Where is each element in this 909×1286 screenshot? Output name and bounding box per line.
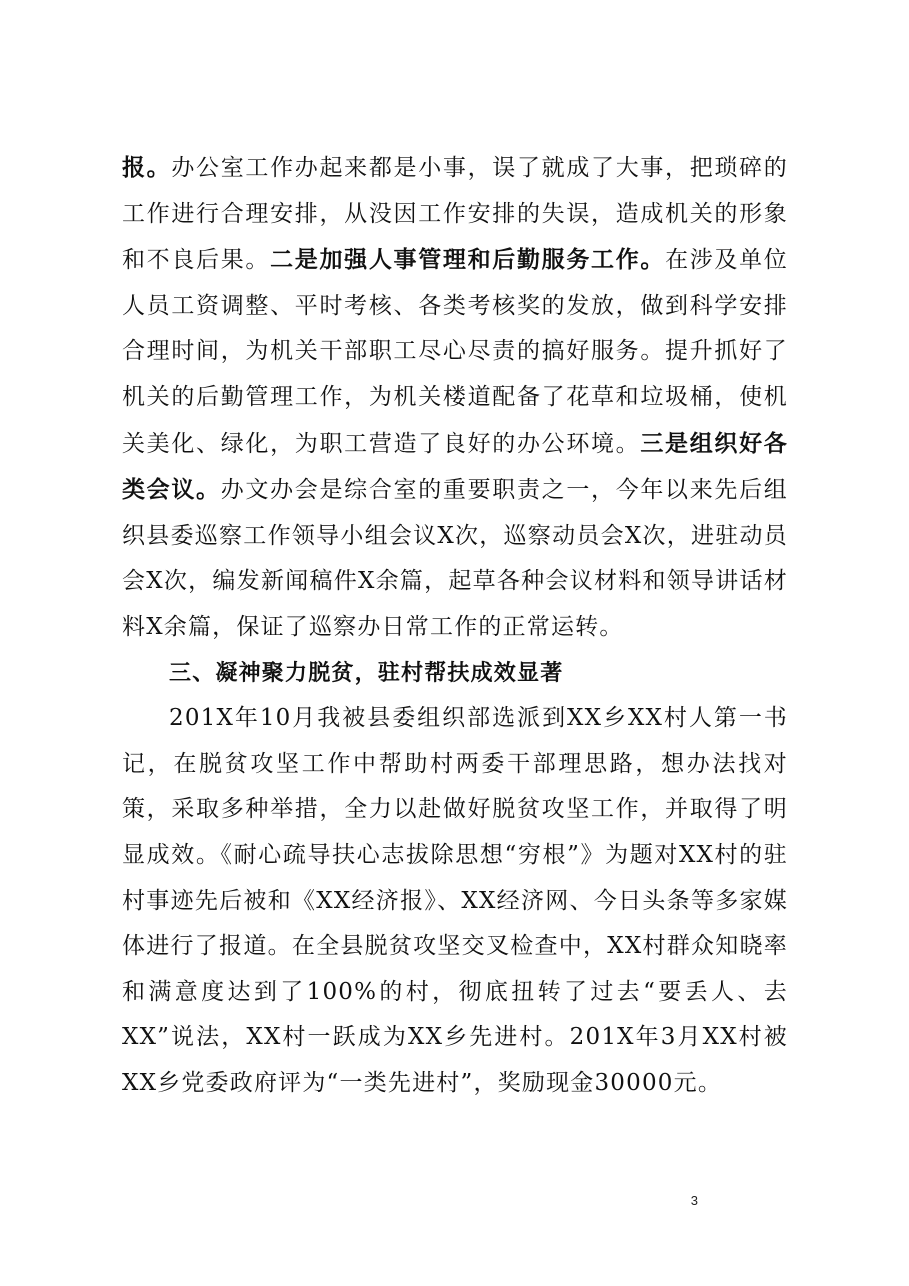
paragraph-text: 办公室工作办起来都是小事，误了就成了大事，把琐碎的工作进行合理安排，从没因工作安排的失误，造成机关的形象和不良后果。 bbox=[122, 155, 788, 274]
document-body bbox=[122, 145, 788, 1106]
point-two-heading: 二是加强人事管理和后勤服务工作。 bbox=[270, 246, 666, 274]
section-heading: 三、凝神聚力脱贫，驻村帮扶成效显著 bbox=[169, 660, 564, 686]
poverty-alleviation-paragraph: 201X年10月我被县委组织部选派到XX乡XX村人第一书记，在脱贫攻坚工作中帮助村两委干部理思路，想办法找对策，采取多种举措，全力以赴做好脱贫攻坚工作，并取得了明显成效。《耐心疏导扶心志拔除思想“穷根”》为题对XX村的驻村事迹先后被和《XX经济报》、XX经济网、今日头条等多家媒体进行了报道。在全县脱贫攻坚交叉检查中，XX村群众知晓率和满意度达到了100%的村，彻底扭转了过去“要丢人、去XX”说法，XX村一跃成为XX乡先进村。201X年3月XX村被XX乡党委政府评为“一类先进村”，奖励现金30000元。 bbox=[122, 705, 788, 1096]
paragraph-text: 办文办会是综合室的重要职责之一，今年以来先后组织县委巡察工作领导小组会议X次，巡察动员会X次，进驻动员会X次，编发新闻稿件X余篇，起草各种会议材料和领导讲话材料X余篇，保证了巡察办日常工作的正常运转。 bbox=[122, 477, 788, 640]
point-three-heading: 三是组织好各类会议。 bbox=[122, 429, 788, 504]
page-number: 3 bbox=[690, 1193, 698, 1208]
paragraph-text: 在涉及单位人员工资调整、平时考核、各类考核奖的发放，做到科学安排合理时间，为机关干部职工尽心尽责的搞好服务。提升抓好了机关的后勤管理工作，为机关楼道配备了花草和垃圾桶，使机关美化、绿化，为职工营造了良好的办公环境。 bbox=[122, 247, 788, 457]
lead-bold-text: 报。 bbox=[122, 154, 172, 181]
work-summary-paragraph bbox=[122, 145, 788, 651]
